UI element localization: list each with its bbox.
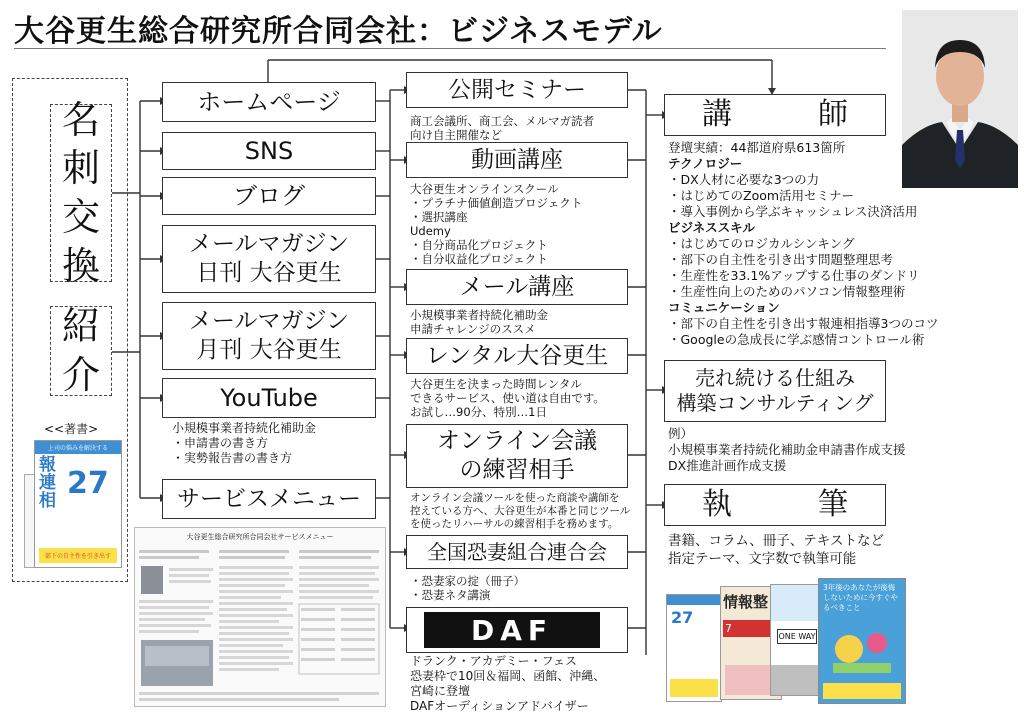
offer-label: 全国恐妻組合連合会 (427, 539, 607, 564)
meishi-char: 換 (61, 243, 100, 288)
outcome-consulting[interactable] (664, 360, 886, 422)
note-line: を使ったリハーサルの練習相手を務めます。 (410, 518, 619, 530)
instructor-record: 登壇実績：44都道府県613箇所 (668, 140, 846, 155)
note-line: DX推進計画作成支援 (668, 458, 787, 473)
channel-label: 日刊 大谷更生 (196, 260, 342, 286)
book-title: 3年後のあなたが後悔しないために今すぐやるべきこと (823, 583, 898, 612)
document-content-icon (135, 542, 386, 707)
channel-label: SNS (244, 137, 294, 165)
note-line: 向け自主開催など (410, 128, 502, 142)
offer-public-seminar[interactable] (406, 72, 628, 108)
biz-heading: ビジネススキル (668, 220, 756, 235)
note-line: ・自分商品化プロジェクト (410, 238, 548, 252)
offer-kyosai-union[interactable] (406, 535, 628, 569)
writing-notes (668, 532, 884, 568)
rental-notes (410, 377, 605, 419)
book-title: 情報整 (723, 593, 769, 611)
channel-homepage[interactable] (162, 82, 376, 122)
note-line: お試し…90分、特別…1日 (410, 405, 547, 419)
note-line: 商工会議所、商工会、メルマガ読者 (410, 114, 594, 128)
channel-label: 月刊 大谷更生 (196, 337, 342, 363)
offer-label: レンタル大谷更生 (425, 342, 609, 369)
channel-mailmag-daily[interactable] (162, 225, 376, 293)
note-line: ・プラチナ価値創造プロジェクト (410, 196, 583, 210)
note-line: 恐妻枠で10回＆福岡、函館、沖縄、 (410, 669, 606, 683)
book-number: 27 (67, 465, 109, 501)
channel-mailmag-monthly[interactable] (162, 302, 376, 370)
book-title: ONE WAY (777, 629, 817, 644)
online-notes (410, 492, 630, 531)
daf-notes (410, 654, 605, 714)
note-line: 小規模事業者持続化補助金 (172, 421, 317, 435)
biz-item: ・生産性を33.1%アップする仕事のダンドリ (668, 268, 920, 283)
note-line: できるサービス、使い道は自由です。 (410, 391, 605, 405)
shoukai-char: 紹 (61, 304, 100, 349)
note-line: Udemy (410, 224, 451, 238)
note-line: ・自分収益化プロジェクト (410, 252, 548, 266)
outcome-label: 講 師 (702, 97, 876, 133)
offer-label: オンライン会議 (436, 428, 598, 455)
offer-label: の練習相手 (459, 457, 575, 483)
note-line: ドランク・アカデミー・フェス (410, 654, 578, 668)
channel-label: メールマガジン (189, 308, 349, 335)
note-line: 指定テーマ、文字数で執筆可能 (668, 551, 857, 567)
comm-item: ・Googleの急成長に学ぶ感情コントロール術 (668, 332, 925, 347)
tech-item: ・DX人材に必要な3つの力 (668, 172, 820, 187)
channel-sns[interactable] (162, 132, 376, 170)
book-main-title: 27 (671, 608, 694, 627)
offer-label: メール講座 (459, 273, 575, 300)
note-line: 申請チャレンジのススメ (410, 322, 536, 336)
book-bottom-band: 部下の自主性を引き出す (39, 548, 117, 563)
consult-notes (668, 426, 906, 474)
note-line: 小規模事業者持続化補助金申請書作成支援 (668, 442, 906, 457)
biz-item: ・はじめてのロジカルシンキング (668, 236, 855, 251)
daf-logo: DAF (424, 612, 600, 648)
authored-book-cover (34, 440, 122, 568)
meishi-char: 名 (61, 97, 100, 142)
offer-label: 動画講座 (471, 146, 563, 173)
video-notes (410, 182, 582, 266)
note-line: ・恐妻家の掟（冊子） (410, 574, 525, 588)
offer-video-course[interactable] (406, 142, 628, 178)
comm-heading: コミュニケーション (668, 300, 780, 315)
channel-label: サービスメニュー (177, 485, 361, 512)
shoukai-char: 介 (61, 353, 100, 397)
offer-online-meeting[interactable] (406, 424, 628, 488)
note-line: DAFオーディションアドバイザー (410, 699, 589, 713)
tech-item: ・導入事例から学ぶキャッシュレス決済活用 (668, 204, 918, 219)
youtube-notes (172, 421, 316, 466)
books-label: <<著書> (44, 422, 99, 436)
note-line: 控えている方へ、大谷更生が本番と同じツール (410, 505, 631, 517)
note-line: 書籍、コラム、冊子、テキストなど (668, 533, 884, 549)
outcome-label: 売れ続ける仕組み (695, 366, 855, 390)
book-illustration-icon (819, 619, 905, 679)
offer-label: 公開セミナー (448, 76, 586, 103)
note-line: 宮崎に登壇 (410, 684, 471, 698)
channel-label: YouTube (220, 384, 318, 412)
meishi-char: 刺 (61, 146, 100, 191)
instructor-details (668, 140, 938, 348)
book-top-band: 上司の悩みを解決する (35, 441, 121, 454)
tech-item: ・はじめてのZoom活用セミナー (668, 188, 855, 203)
kyosai-notes (410, 574, 525, 602)
note-line: 大谷更生を決まった時間レンタル (410, 377, 582, 391)
shoukai-label (50, 306, 112, 396)
note-line: ・実勢報告書の書き方 (172, 451, 293, 465)
book-number: 7 (723, 620, 779, 637)
offer-rental-otani[interactable] (406, 338, 628, 374)
biz-item: ・部下の自主性を引き出す問題整理思考 (668, 252, 894, 267)
outcome-label: 執 筆 (702, 487, 876, 523)
channel-service-menu[interactable] (162, 479, 376, 519)
offer-mail-course[interactable] (406, 269, 628, 305)
note-line: オンライン会議ツールを使った商談や講師を (410, 492, 620, 504)
comm-item: ・部下の自主性を引き出す報連相指導3つのコツ (668, 316, 939, 331)
service-menu-document (134, 527, 386, 707)
note-line: ・恐妻ネタ講演 (410, 588, 491, 602)
tech-heading: テクノロジー (668, 156, 743, 171)
meishi-char: 交 (61, 195, 100, 239)
book-cover-hourensou (666, 594, 722, 702)
page-title: 大谷更生総合研究所合同会社：ビジネスモデル (14, 14, 663, 49)
note-line: 例） (668, 426, 694, 441)
channel-label: ホームページ (197, 88, 341, 116)
seminar-notes (410, 114, 594, 142)
book-cover-oneway (770, 584, 824, 696)
note-line: ・申請書の書き方 (172, 436, 269, 450)
book-cover-3nengo (818, 578, 906, 704)
note-line: 小規模事業者持続化補助金 (410, 308, 548, 322)
channel-youtube[interactable] (162, 378, 376, 418)
document-title: 大谷更生総合研究所合同会社サービスメニュー (186, 533, 334, 541)
note-line: 大谷更生オンラインスクール (410, 182, 559, 196)
channel-label: ブログ (233, 182, 305, 210)
meishi-kokan-label (50, 97, 112, 288)
channel-label: メールマガジン (189, 231, 349, 258)
mail-notes (410, 308, 548, 336)
book-main-title: 報 連 相 (39, 455, 56, 511)
channel-blog[interactable] (162, 177, 376, 215)
outcome-writing[interactable] (664, 484, 886, 526)
outcome-label: 構築コンサルティング (676, 391, 874, 415)
note-line: ・選択講座 (410, 210, 468, 224)
biz-item: ・生産性向上のためのパソコン情報整理術 (668, 284, 906, 299)
outcome-instructor[interactable] (664, 94, 886, 136)
